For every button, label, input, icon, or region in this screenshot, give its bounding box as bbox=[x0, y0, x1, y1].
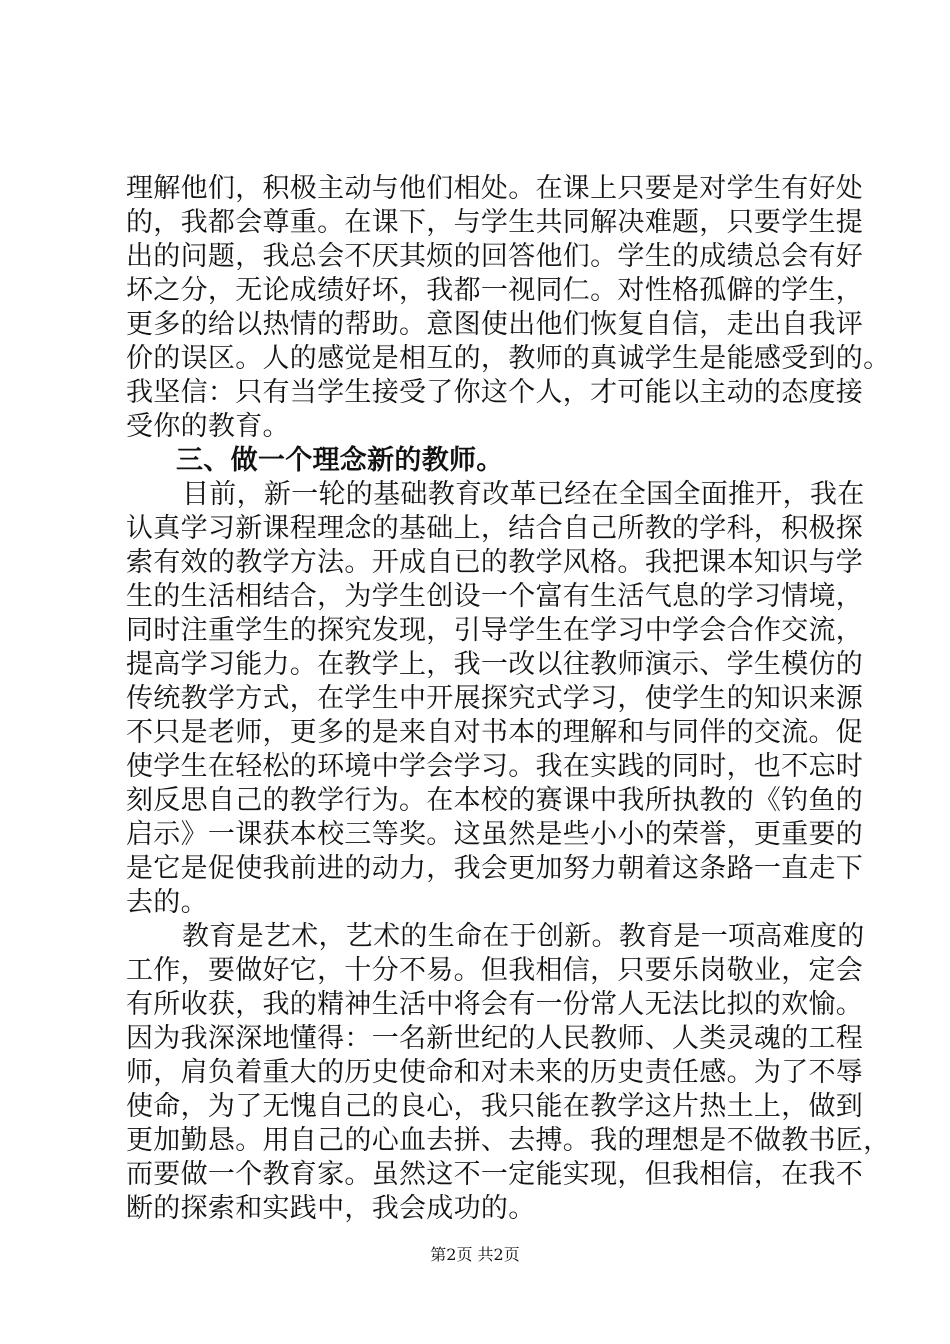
text-line: 提高学习能力。在教学上，我一改以往教师演示、学生模仿的 bbox=[126, 649, 864, 680]
text-line: 更多的给以热情的帮助。意图使出他们恢复自信，走出自我评 bbox=[126, 309, 864, 340]
text-line: 理解他们，积极主动与他们相处。在课上只要是对学生有好处 bbox=[126, 173, 864, 204]
text-line: 是它是促使我前进的动力，我会更加努力朝着这条路一直走下 bbox=[126, 853, 864, 884]
text-line: 工作，要做好它，十分不易。但我相信，只要乐岗敬业，定会 bbox=[126, 955, 864, 986]
text-line: 使命，为了无愧自己的良心，我只能在教学这片热土上，做到 bbox=[126, 1091, 864, 1122]
text-line: 师，肩负着重大的历史使命和对未来的历史责任感。为了不辱 bbox=[126, 1057, 864, 1088]
text-line: 传统教学方式，在学生中开展探究式学习，使学生的知识来源 bbox=[126, 683, 864, 714]
text-line: 去的。 bbox=[126, 887, 208, 918]
section-heading: 三、做一个理念新的教师。 bbox=[176, 445, 504, 476]
text-line: 不只是老师，更多的是来自对书本的理解和与同伴的交流。促 bbox=[126, 717, 864, 748]
text-line: 因为我深深地懂得：一名新世纪的人民教师、人类灵魂的工程 bbox=[126, 1023, 864, 1054]
text-line: 价的误区。人的感觉是相互的，教师的真诚学生是能感受到的。 bbox=[126, 343, 891, 374]
text-line: 认真学习新课程理念的基础上，结合自己所教的学科，积极探 bbox=[126, 513, 864, 544]
text-line: 受你的教育。 bbox=[126, 411, 290, 442]
text-line: 生的生活相结合，为学生创设一个富有生活气息的学习情境， bbox=[126, 581, 864, 612]
text-line: 而要做一个教育家。虽然这不一定能实现，但我相信，在我不 bbox=[126, 1159, 864, 1190]
text-line: 教育是艺术，艺术的生命在于创新。教育是一项高难度的 bbox=[182, 921, 865, 952]
text-line: 有所收获，我的精神生活中将会有一份常人无法比拟的欢愉。 bbox=[126, 989, 864, 1020]
document-body bbox=[126, 172, 891, 1226]
text-line: 的，我都会尊重。在课下，与学生共同解决难题，只要学生提 bbox=[126, 207, 864, 238]
text-line: 断的探索和实践中，我会成功的。 bbox=[126, 1193, 536, 1224]
text-line: 同时注重学生的探究发现，引导学生在学习中学会合作交流， bbox=[126, 615, 864, 646]
text-line: 使学生在轻松的环境中学会学习。我在实践的同时，也不忘时 bbox=[126, 751, 864, 782]
text-line: 索有效的教学方法。开成自已的教学风格。我把课本知识与学 bbox=[126, 547, 864, 578]
text-line: 更加勤恳。用自己的心血去拼、去搏。我的理想是不做教书匠， bbox=[126, 1125, 891, 1156]
text-line: 出的问题，我总会不厌其烦的回答他们。学生的成绩总会有好 bbox=[126, 241, 864, 272]
page-footer: 第2页 共2页 bbox=[430, 1245, 520, 1264]
text-line: 我坚信：只有当学生接受了你这个人，才可能以主动的态度接 bbox=[126, 377, 864, 408]
text-line: 目前，新一轮的基础教育改革已经在全国全面推开，我在 bbox=[182, 479, 865, 510]
text-line: 启示》一课获本校三等奖。这虽然是些小小的荣誉，更重要的 bbox=[126, 819, 864, 850]
text-line: 刻反思自己的教学行为。在本校的赛课中我所执教的《钓鱼的 bbox=[126, 785, 864, 816]
text-line: 坏之分，无论成绩好坏，我都一视同仁。对性格孤僻的学生， bbox=[126, 275, 864, 306]
